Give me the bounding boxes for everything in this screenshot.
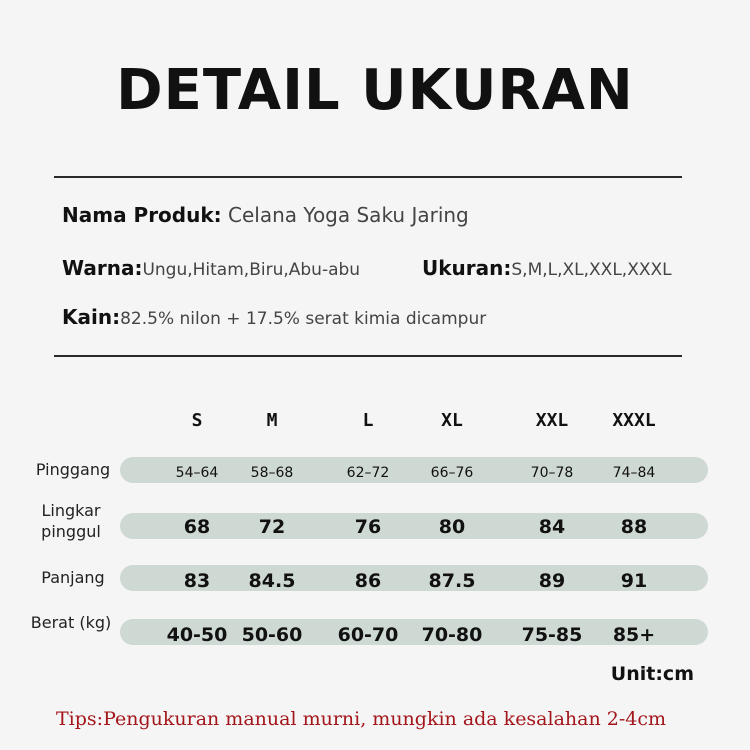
table-cell: 66–76	[430, 465, 474, 481]
table-cell: 76	[354, 516, 382, 538]
size-header-xxl: XXL	[535, 410, 569, 431]
table-cell: 85+	[612, 624, 656, 646]
row-label: Berat (kg)	[30, 613, 112, 632]
fabric-label: Kain:	[62, 305, 121, 329]
product-name-label: Nama Produk:	[62, 203, 222, 227]
color-value: Ungu,Hitam,Biru,Abu-abu	[142, 260, 361, 280]
table-cell: 40-50	[166, 624, 228, 646]
table-cell: 88	[620, 516, 648, 538]
table-cell: 83	[183, 570, 211, 592]
size-header-s: S	[191, 410, 203, 431]
table-cell: 74–84	[612, 465, 656, 481]
bottom-divider	[54, 355, 682, 357]
table-cell: 70-80	[421, 624, 483, 646]
tips-note: Tips:Pengukuran manual murni, mungkin ada kesalahan 2-4cm	[56, 708, 667, 730]
table-cell: 58–68	[250, 465, 294, 481]
table-cell: 54–64	[175, 465, 219, 481]
table-cell: 91	[620, 570, 648, 592]
row-label: Lingkar pinggul	[41, 501, 101, 541]
color-label: Warna:	[62, 256, 143, 280]
table-cell: 84.5	[248, 570, 296, 592]
size-header-xl: XL	[441, 410, 463, 431]
size-header-l: L	[362, 410, 374, 431]
page-title: DETAIL UKURAN	[116, 58, 634, 123]
table-cell: 68	[183, 516, 211, 538]
size-header-xxxl: XXXL	[612, 410, 656, 431]
table-cell: 62–72	[346, 465, 390, 481]
table-cell: 70–78	[530, 465, 574, 481]
row-label: Pinggang	[35, 460, 111, 479]
top-divider	[54, 176, 682, 178]
table-cell: 75-85	[521, 624, 583, 646]
size-label: Ukuran:	[422, 256, 512, 280]
fabric-value: 82.5% nilon + 17.5% serat kimia dicampur	[120, 309, 487, 329]
size-line	[422, 256, 672, 281]
table-cell: 89	[538, 570, 566, 592]
unit-label: Unit:cm	[610, 663, 694, 685]
table-cell: 72	[258, 516, 286, 538]
fabric-line	[62, 305, 486, 330]
size-value: S,M,L,XL,XXL,XXXL	[511, 260, 672, 280]
table-cell: 60-70	[337, 624, 399, 646]
color-line	[62, 256, 360, 281]
table-cell: 87.5	[428, 570, 476, 592]
product-name-value: Celana Yoga Saku Jaring	[221, 203, 469, 227]
product-name-line	[62, 203, 469, 228]
table-cell: 50-60	[241, 624, 303, 646]
table-cell: 80	[438, 516, 466, 538]
table-cell: 84	[538, 516, 566, 538]
size-header-m: M	[266, 410, 278, 431]
row-label: Panjang	[41, 568, 105, 587]
table-cell: 86	[354, 570, 382, 592]
